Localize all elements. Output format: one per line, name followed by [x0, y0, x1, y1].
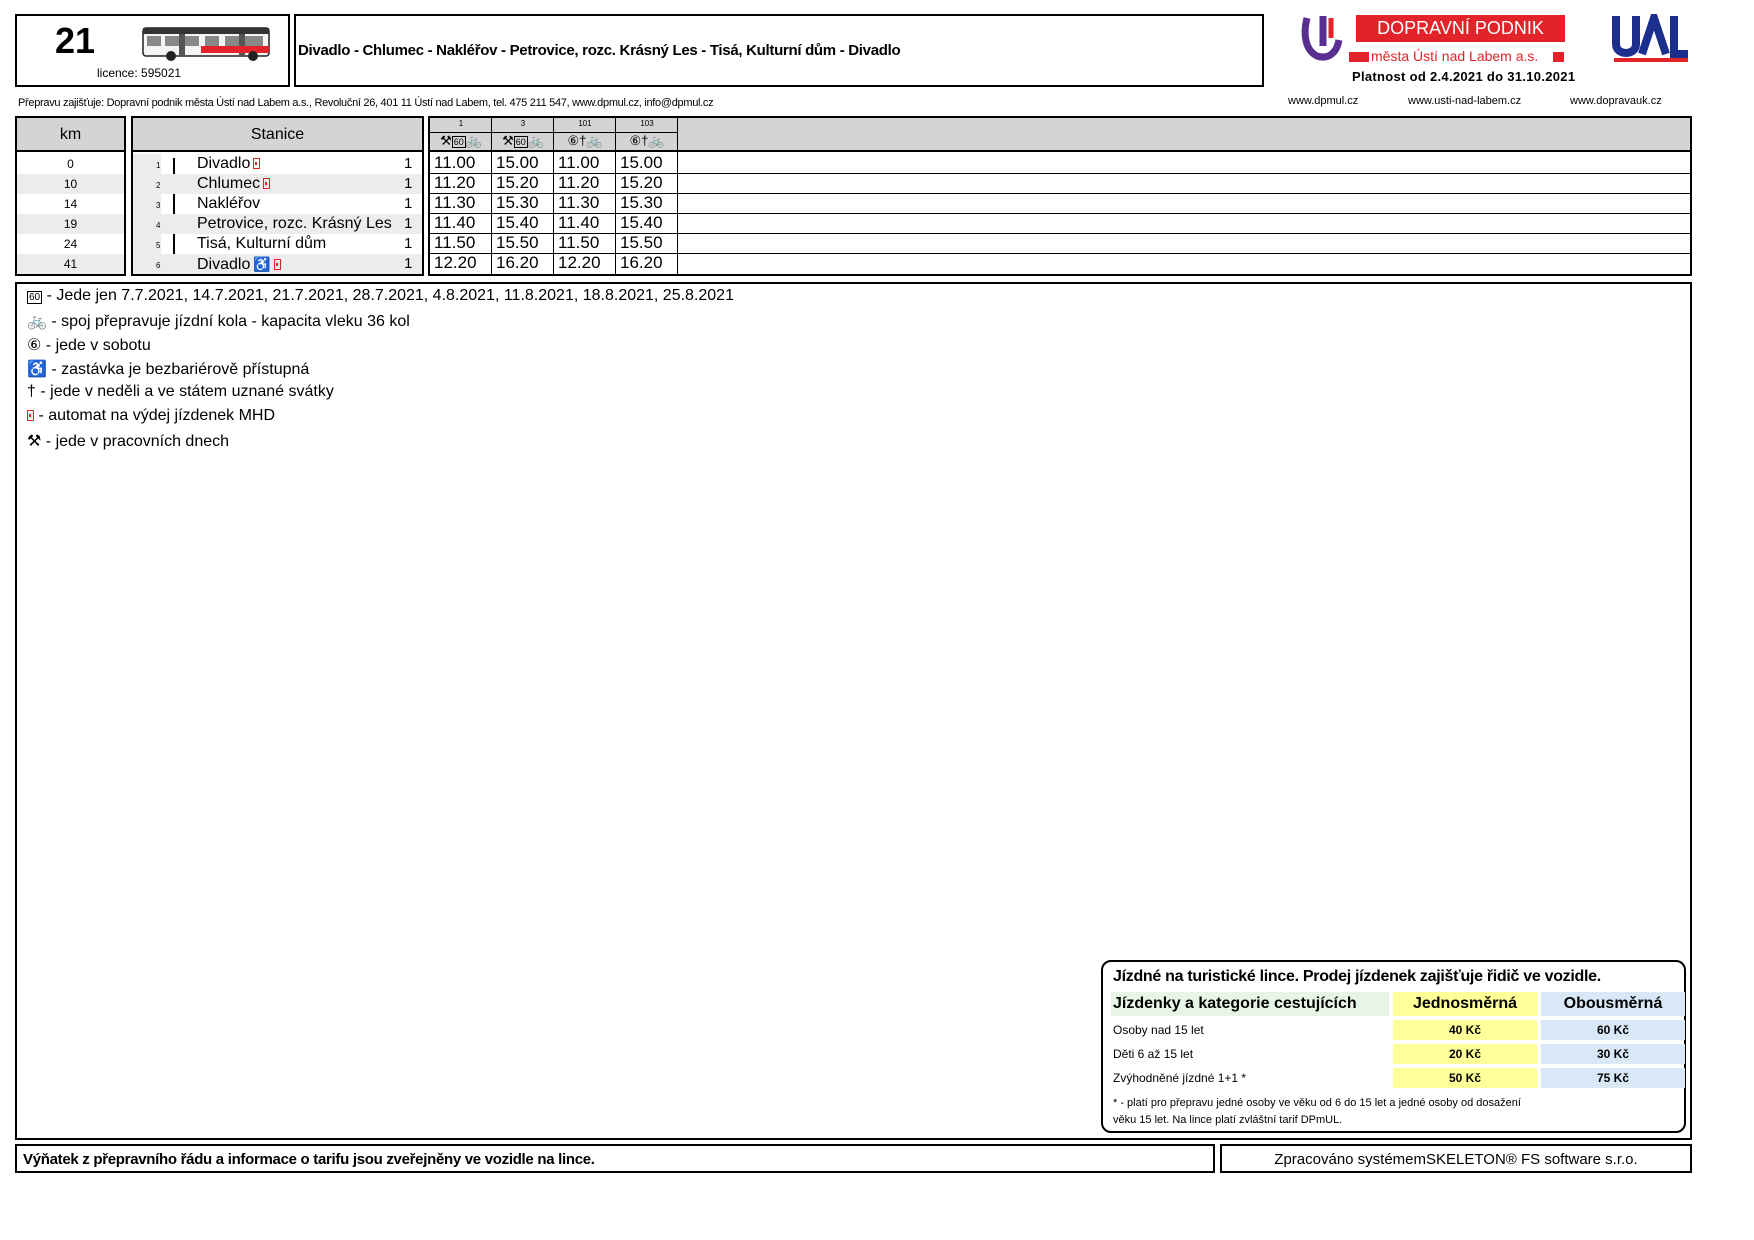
ticket-machine-icon [274, 259, 281, 270]
departure-times-grid [428, 116, 1692, 276]
station-name: Chlumec [197, 174, 270, 194]
wheelchair-icon: ♿ [27, 361, 47, 378]
km-header: km [59, 126, 82, 143]
special-dates-icon: 60 [453, 137, 464, 147]
station-name: Petrovice, rozc. Krásný Les [197, 215, 392, 232]
departure-time: 15.40 [496, 213, 539, 232]
route-box [294, 14, 1264, 87]
footer-left [15, 1144, 1215, 1173]
fare-col-category: Jízdenky a kategorie cestujících [1111, 992, 1389, 1016]
station-row [156, 214, 422, 234]
note-item: † - jede v neděli a ve státem uznané svátky [27, 383, 334, 400]
departure-time: 11.40 [558, 213, 600, 232]
note-item: ⚒ - jede v pracovních dnech [27, 433, 230, 450]
fare-row-label: Děti 6 až 15 let [1113, 1047, 1194, 1061]
departure-time: 15.40 [620, 213, 663, 232]
line-box [15, 14, 290, 87]
zone-number: 1 [404, 175, 413, 192]
trip-symbols [616, 133, 678, 149]
departure-time: 15.00 [620, 153, 663, 172]
zone-number: 1 [404, 195, 413, 212]
trip-number: 101 [578, 119, 592, 128]
departure-time: 11.20 [434, 173, 476, 192]
fare-return: 30 Kč [1541, 1044, 1685, 1064]
operator-info: Přepravu zajišťuje: Dopravní podnik města Ústí nad Labem a.s., Revoluční 26, 401 11 Ústí nad Labem, tel. 475 211 547, www.dpmul.cz, info@dpmul.cz [18, 97, 714, 109]
stop-order: 2 [156, 181, 161, 190]
departure-time: 15.20 [496, 173, 539, 192]
wheelchair-icon: ♿ [253, 256, 271, 272]
website-link-dpmul[interactable]: www.dpmul.cz [1288, 95, 1359, 107]
fare-one-way: 50 Kč [1393, 1068, 1537, 1088]
ticket-machine-icon [27, 410, 34, 421]
stop-order: 1 [156, 161, 161, 170]
zone-number: 1 [404, 155, 413, 172]
departure-time: 15.00 [496, 153, 539, 172]
footer-right [1220, 1144, 1692, 1173]
departure-time: 16.20 [496, 253, 539, 272]
km-cell: 14 [63, 197, 78, 211]
logo-subtitle: města Ústí nad Labem a.s. [1371, 48, 1539, 64]
station-name: Nakléřov [197, 195, 261, 212]
workday-icon: ⚒ [440, 133, 452, 148]
departure-time: 12.20 [434, 253, 477, 272]
note-item: 60 - Jede jen 7.7.2021, 14.7.2021, 21.7.2021, 28.7.2021, 4.8.2021, 11.8.2021, 18.8.2021, 25.8.2021 [29, 287, 734, 304]
departure-time: 11.00 [434, 153, 476, 172]
special-dates-icon: 60 [29, 292, 41, 303]
station-row [133, 194, 422, 214]
departure-time: 11.30 [558, 193, 600, 212]
footer-credit: Zpracováno systémemSKELETON® FS software s.r.o. [1274, 1151, 1638, 1168]
logo-bar-right [1553, 52, 1564, 62]
fare-row-label: Zvýhodněné jízdné 1+1 * [1113, 1071, 1247, 1085]
trip-symbols [554, 133, 616, 149]
bicycle-icon: 🚲 [465, 133, 482, 148]
trip-number: 1 [458, 119, 464, 128]
station-header: Stanice [250, 126, 305, 143]
validity-dates: Platnost od 2.4.2021 do 31.10.2021 [1352, 69, 1576, 84]
fare-footnote-line: * - platí pro přepravu jedné osoby ve věku od 6 do 15 let a jedné osoby od dosažení [1113, 1097, 1521, 1109]
departure-time: 15.50 [496, 233, 539, 252]
ticket-machine-icon [253, 158, 260, 169]
fare-footnote-line: věku 15 let. Na lince platí zvláštní tarif DPmUL. [1113, 1114, 1343, 1126]
departure-time: 11.40 [434, 213, 476, 232]
fare-title: Jízdné na turistické lince. Prodej jízdenek zajišťuje řidič ve vozidle. [1113, 968, 1601, 985]
stop-order: 4 [156, 221, 161, 230]
fare-one-way: 40 Kč [1393, 1020, 1537, 1040]
departure-time: 11.00 [558, 153, 600, 172]
footer-notice: Výňatek z přepravního řádu a informace o tarifu jsou zveřejněny ve vozidle na lince. [23, 1151, 595, 1168]
departure-time: 15.30 [620, 193, 663, 212]
trip-number: 3 [520, 119, 526, 128]
logo-title: DOPRAVNÍ PODNIK [1356, 15, 1565, 42]
departure-time: 16.20 [620, 253, 663, 272]
route-description: Divadlo - Chlumec - Nakléřov - Petrovice, rozc. Krásný Les - Tisá, Kulturní dům - Divadlo [298, 42, 901, 59]
note-item: - automat na výdej jízdenek MHD [27, 407, 275, 425]
saturday-sunday-icon: ⑥† [629, 133, 649, 148]
note-item: ⑥ - jede v sobotu [27, 337, 151, 354]
website-link-dopravauk[interactable]: www.dopravauk.cz [1570, 95, 1662, 107]
cross-icon: † [27, 383, 36, 400]
departure-time: 15.30 [496, 193, 539, 212]
ticket-machine-icon [263, 178, 270, 189]
fare-return: 60 Kč [1541, 1020, 1685, 1040]
trip-number: 103 [640, 119, 654, 128]
station-row [156, 174, 422, 194]
departure-time: 15.50 [620, 233, 663, 252]
departure-time: 12.20 [558, 253, 601, 272]
bicycle-icon: 🚲 [27, 313, 47, 330]
workday-icon: ⚒ [502, 133, 514, 148]
station-name: Divadlo [197, 154, 260, 174]
note-item: ♿ - zastávka je bezbariérově přístupná [27, 361, 310, 378]
station-row [133, 234, 422, 254]
departure-time: 15.20 [620, 173, 663, 192]
km-cell: 19 [17, 214, 124, 234]
km-cell: 10 [17, 174, 124, 194]
licence: licence: 595021 [97, 66, 182, 80]
workday-icon: ⚒ [27, 433, 42, 450]
bicycle-icon: 🚲 [648, 133, 665, 148]
dopravauk-logo-icon [1612, 14, 1690, 66]
zone-number: 1 [404, 255, 413, 272]
zone-number: 1 [404, 215, 413, 232]
line-number: 21 [55, 20, 96, 61]
km-cell: 0 [67, 157, 74, 171]
stop-order: 6 [156, 261, 161, 270]
zone-number: 1 [404, 235, 413, 252]
km-header-bg [17, 118, 124, 152]
departure-time: 11.30 [434, 193, 476, 212]
station-row [133, 154, 422, 174]
logo-bar-left [1349, 52, 1369, 62]
dpmul-logo-icon [1301, 14, 1345, 64]
note-item: 🚲 - spoj přepravuje jízdní kola - kapacita vleku 36 kol [27, 313, 410, 330]
departure-time: 11.20 [558, 173, 600, 192]
fare-col-one-way: Jednosměrná [1393, 992, 1537, 1016]
saturday-sunday-icon: ⑥† [567, 133, 587, 148]
bicycle-icon: 🚲 [586, 133, 603, 148]
fare-return: 75 Kč [1541, 1068, 1685, 1088]
fare-col-return: Obousměrná [1541, 992, 1685, 1016]
fare-one-way: 20 Kč [1393, 1044, 1537, 1064]
trip-symbols [492, 133, 554, 149]
km-cell: 24 [63, 237, 78, 251]
km-cell: 41 [17, 254, 124, 274]
saturday-icon: ⑥ [27, 337, 42, 354]
departure-time: 11.50 [558, 233, 600, 252]
trip-symbols [430, 133, 492, 149]
station-name: Divadlo ♿ [197, 254, 281, 275]
station-column [131, 116, 424, 276]
fare-footnote [1113, 1095, 1521, 1129]
fare-table [1101, 960, 1686, 1133]
station-name: Tisá, Kulturní dům [197, 235, 327, 252]
station-header-bg [133, 118, 422, 152]
station-row [156, 254, 422, 274]
bicycle-icon: 🚲 [527, 133, 544, 148]
fare-row-label: Osoby nad 15 let [1113, 1023, 1204, 1037]
bus-icon [141, 24, 273, 64]
stop-order: 3 [156, 201, 161, 210]
stop-order: 5 [156, 241, 161, 250]
km-column [15, 116, 126, 276]
website-link-usti[interactable]: www.usti-nad-labem.cz [1408, 95, 1522, 107]
special-dates-icon: 60 [515, 137, 526, 147]
departure-time: 11.50 [434, 233, 476, 252]
